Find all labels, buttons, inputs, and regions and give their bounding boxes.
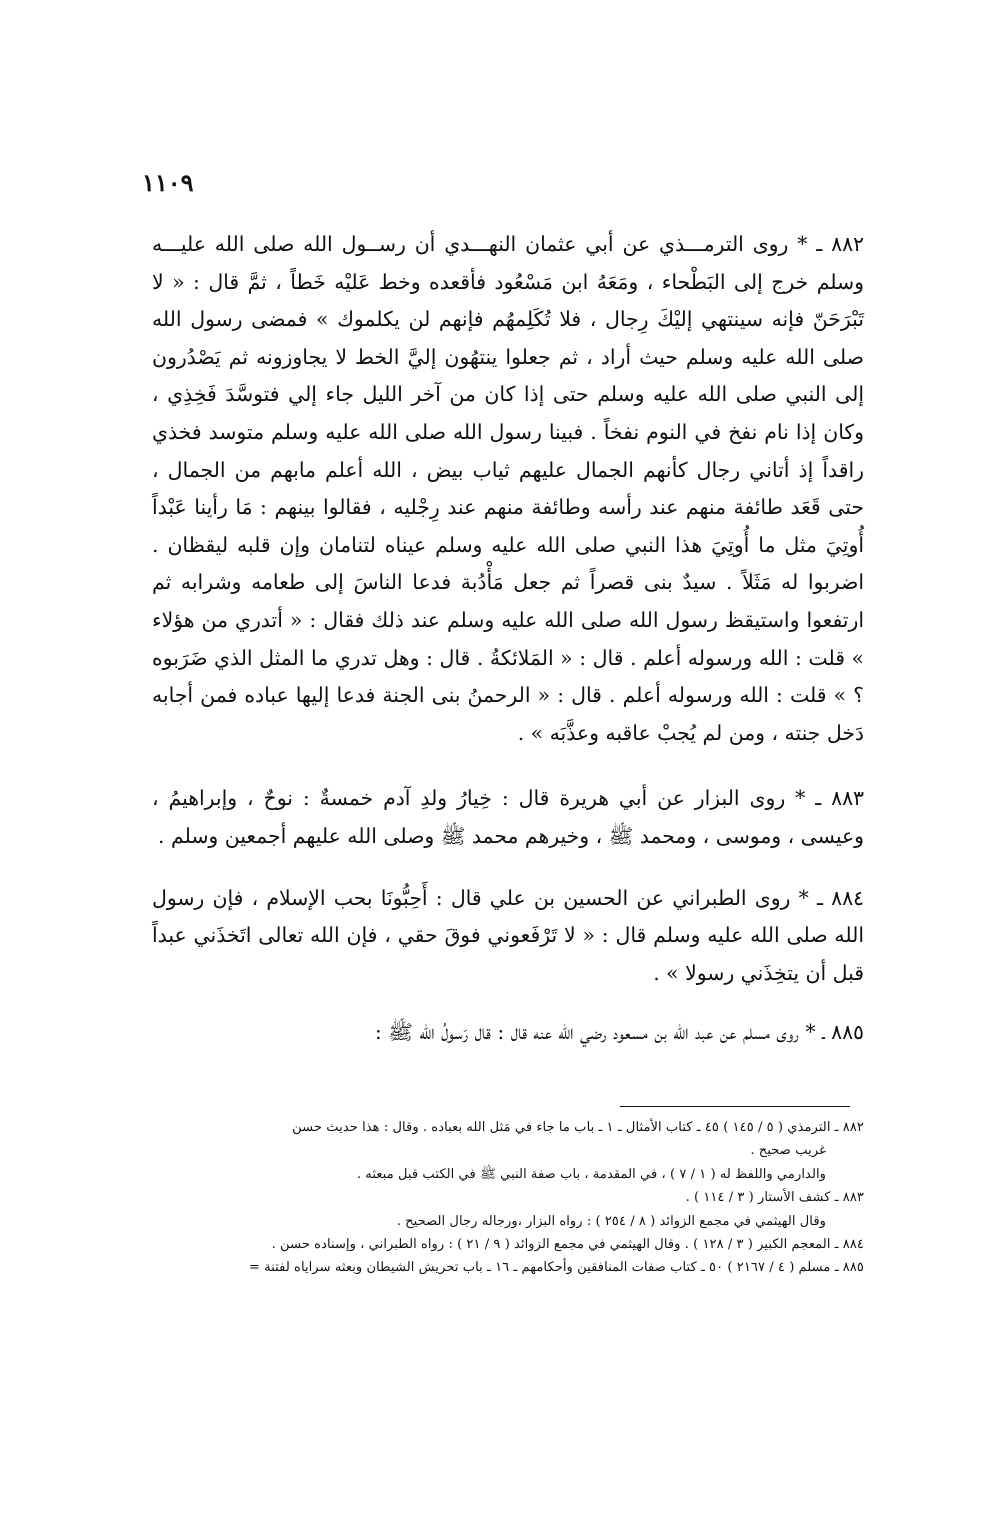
hadith-884: ٨٨٤ ـ * روى الطبراني عن الحسين بن علي قال : أَحِبُّونَا بحب الإسلام ، فإن رسول الله صلى الله عليه وسلم قال : « لا تَرْفَعوني فوقَ حقي ، فإن الله تعالى اتَخذَني عبداً قبل أن يتخِذَني رسولا » .	[152, 885, 864, 985]
footnotes	[118, 1116, 864, 1280]
main-text	[152, 226, 864, 1052]
footnote-883-haythami: وقال الهيثمي في مجمع الزوائد ( ٨ / ٢٥٤ ) : رواه البزار ،ورجاله رجال الصحيح .	[396, 1213, 826, 1229]
footnote-882: ٨٨٢ ـ الترمذي ( ٥ / ١٤٥ ) ٤٥ ـ كتاب الأمثال ـ ١ ـ باب ما جاء في مَثل الله بعباده . وقال : هذا حديث حسن	[292, 1120, 864, 1135]
footnote-884: ٨٨٤ ـ المعجم الكبير ( ٣ / ١٢٨ ) . وقال الهيثمي في مجمع الزوائد ( ٩ / ٢١ ) : رواه الطبراني ، وإسناده حسن .	[271, 1237, 864, 1253]
hadith-885: ٨٨٥ ـ * روى مسلم عن عبد الله بن مسعود رضي الله عنه قال : قال رَسولُ الله ﷺ :	[374, 1020, 864, 1045]
footnote-882-continued: غريب صحيح .	[750, 1143, 826, 1159]
footnote-separator	[620, 1106, 850, 1107]
footnote-883: ٨٨٣ ـ كشف الأستار ( ٣ / ١١٤ ) .	[685, 1190, 864, 1206]
hadith-883: ٨٨٣ ـ * روى البزار عن أبي هريرة قال : خِيارُ ولدِ آدم خمسةٌ : نوحٌ ، وإبراهيمُ ، وعيسى ، وموسى ، ومحمد ﷺ ، وخيرهم محمد ﷺ وصلى الله عليهم أجمعين وسلم .	[152, 786, 864, 848]
page-number: ١١٠٩	[142, 168, 194, 197]
hadith-882: ٨٨٢ ـ * روى الترمـــذي عن أبي عثمان النهـــدي أن رســول الله صلى الله عليـــه وسلم خرج إلى البَطْحاء ، ومَعَهُ ابن مَسْعُود فأقعده وخط عَليْه خَطاً ، ثمَّ قال : « لا تَبْرَحَنّ فإنه سينتهي إليْكَ رِجال ، فلا تُكَلِمهُم فإنهم لن يكلموك » فمضى رسول الله صلى الله عليه وسلم حيث أراد ، ثم جعلوا ينتهُون إليَّ الخط لا يجاوزونه ثم يَصْدُرون إلى النبي صلى الله عليه وسلم حتى إذا كان من آخر الليل جاء إلي فتوسَّدَ فَخِذِي ، وكان إذا نام نفخ في النوم نفخاً . فبينا رسول الله صلى الله عليه وسلم متوسد فخذي راقداً إذ أتاني رجال كأنهم الجمال عليهم ثياب بيض ، الله أعلم مابهم من الجمال ، حتى قَعَد طائفة منهم عند رأسه وطائفة منهم عند رِجْليه ، فقالوا بينهم : مَا رأينا عَبْداً أُوتِيَ مثل ما أُوتِيَ هذا النبي صلى الله عليه وسلم عيناه لتنامان وإن قلبه ليقظان . اضربوا له مَثَلاً . سيدٌ بنى قصراً ثم جعل مَأْدُبة فدعا الناسَ إلى طعامه وشرابه ثم ارتفعوا واستيقظ رسول الله صلى الله عليه وسلم عند ذلك فقال : « أتدري من هؤلاء » قلت : الله ورسوله أعلم . قال : « المَلائكةُ . قال : وهل تدري ما المثل الذي ضَرَبوه ؟ » قلت : الله ورسوله أعلم . قال : « الرحمنُ بنى الجنة فدعا إليها عباده فمن أجابه دَخل جنته ، ومن لم يُجبْ عاقبه وعذَّبَه » .	[152, 232, 864, 745]
footnote-885: ٨٨٥ ـ مسلم ( ٤ / ٢١٦٧ ) ٥٠ ـ كتاب صفات المنافقين وأحكامهم ـ ١٦ ـ باب تحريش الشيطان وبعثه سراياه لفتنة =	[248, 1260, 864, 1276]
footnote-882-darimi: والدارمي واللفظ له ( ١ / ٧ ) ، في المقدمة ، باب صفة النبي ﷺ في الكتب قبل مبعثه .	[356, 1166, 826, 1182]
